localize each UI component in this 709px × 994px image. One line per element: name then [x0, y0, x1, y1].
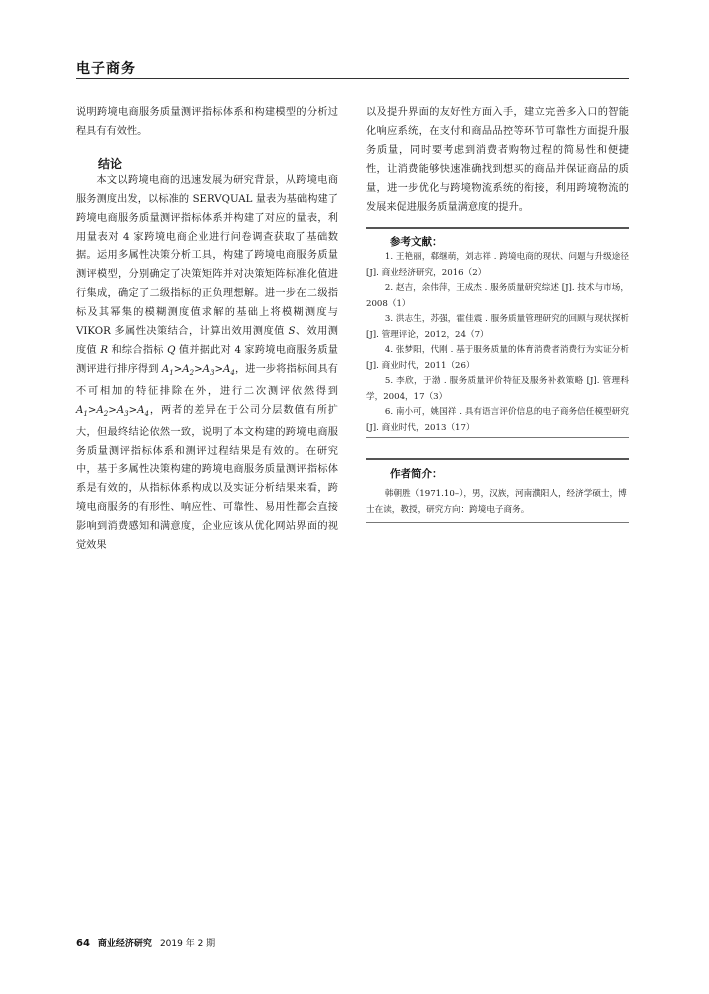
reference-item: 2. 赵吉，余伟萍，王成杰 . 服务质量研究综述 [J]. 技术与市场，2008（1）	[366, 283, 629, 309]
conclusion-heading: 结论	[98, 156, 123, 171]
conclusion-text-d: ，进一步将指标间具有不可相加的特征排除在外，进行二次测评依然得到	[76, 363, 338, 397]
left-column	[76, 104, 338, 556]
journal-name: 商业经济研究	[97, 939, 152, 949]
references-bottom-rule	[366, 437, 629, 438]
author-bio-text: 韩朝胜（1971.10–），男，汉族，河南濮阳人，经济学硕士，博士在读，教授，研究方向：跨境电子商务。	[366, 489, 627, 515]
var-q: Q	[167, 344, 176, 356]
var-s: S	[288, 326, 296, 338]
author-bottom-rule	[366, 522, 629, 523]
var-r: R	[100, 344, 108, 356]
author-top-rule	[366, 458, 629, 460]
page-number: 64	[76, 938, 90, 949]
reference-item: 5. 李欣，于渤 . 服务质量评价特征及服务补救策略 [J]. 管理科学，2004，17（3）	[366, 376, 629, 402]
references-heading: 参考文献：	[390, 236, 443, 248]
right-column	[366, 104, 629, 217]
reference-item: 4. 张梦阳，代刚 . 基于服务质量的体育消费者消费行为实证分析 [J]. 商业时代，2011（26）	[366, 345, 629, 371]
conclusion-text-c: 值并据此对 4 家跨境电商服务质量测评进行排序得到	[76, 344, 338, 375]
page-footer	[76, 936, 215, 949]
conclusion-text-start: 本文以跨境电商的迅速发展为研究背景，从跨境电商服务测度出发，以标准的 SERVQUAL 量表为基础构建了跨境电商服务质量测评指标体系并构建了对应的量表，利用量表对 4 家跨境电商企业进行问卷调查获取了基础数据。运用多属性决策分析工具，构建了跨境电商服务质量测评模型，分别确定了决策矩阵并对决策矩阵标准化值进行集成，确定了二级指标的正负理想解。进一步在二级指标及其幂集的模糊测度值求解的基础上将模糊测度与 VIKOR 多属性决策结合，计算出效用测度值	[76, 174, 338, 338]
issue-label: 2019 年 2 期	[159, 939, 216, 949]
conclusion-paragraph	[76, 172, 338, 556]
reference-item: 3. 洪志生，苏强，霍佳震 . 服务质量管理研究的回顾与现状探析 [J]. 管理评论，2012，24（7）	[366, 314, 629, 340]
ranking-first: $A_1>A_2>A_3>A_4$	[161, 363, 235, 377]
continuation-paragraph: 以及提升界面的友好性方面入手，建立完善多入口的智能化响应系统，在支付和商品品控等环节可靠性方面提升服务质量，同时要考虑到消费者购物过程的简易性和便捷性，让消费能够快速准确找到想买的商品并保证商品的质量，进一步优化与跨境物流系统的衔接，利用跨境物流的发展来促进服务质量满意度的提升。	[366, 107, 629, 213]
section-title: 电子商务	[76, 61, 136, 77]
conclusion-text-end: ，两者的差异在于公司分层数值有所扩大，但最终结论依然一致，说明了本文构建的跨境电商服务质量测评指标体系和测评过程结果是有效的。在研究中，基于多属性决策构建的跨境电商服务质量测评指标体系是有效的，从指标体系构成以及实证分析结果来看，跨境电商服务的有形性、响应性、可靠性、易用性都会直接影响到消费感知和满意度，企业应该从优化网站界面的视觉效果	[76, 404, 338, 552]
conclusion-text-b: 和综合指标	[108, 344, 164, 356]
intro-paragraph: 说明跨境电商服务质量测评指标体系和构建模型的分析过程具有有效性。	[76, 107, 338, 137]
references-top-rule	[366, 227, 629, 229]
conclusion-text-a: 、效用测度值	[76, 326, 338, 356]
header-divider	[76, 78, 629, 79]
ranking-second: $A_1>A_2>A_3>A_4$	[76, 404, 149, 418]
references-list	[366, 250, 629, 436]
author-heading: 作者简介：	[390, 468, 443, 480]
reference-item: 1. 王艳丽，郗继萌，刘志祥 . 跨境电商的现状、问题与升级途径 [J]. 商业经济研究，2016（2）	[366, 252, 629, 278]
reference-item: 6. 南小可，姚国祥 . 具有语言评价信息的电子商务信任模型研究 [J]. 商业时代，2013（17）	[366, 407, 629, 433]
